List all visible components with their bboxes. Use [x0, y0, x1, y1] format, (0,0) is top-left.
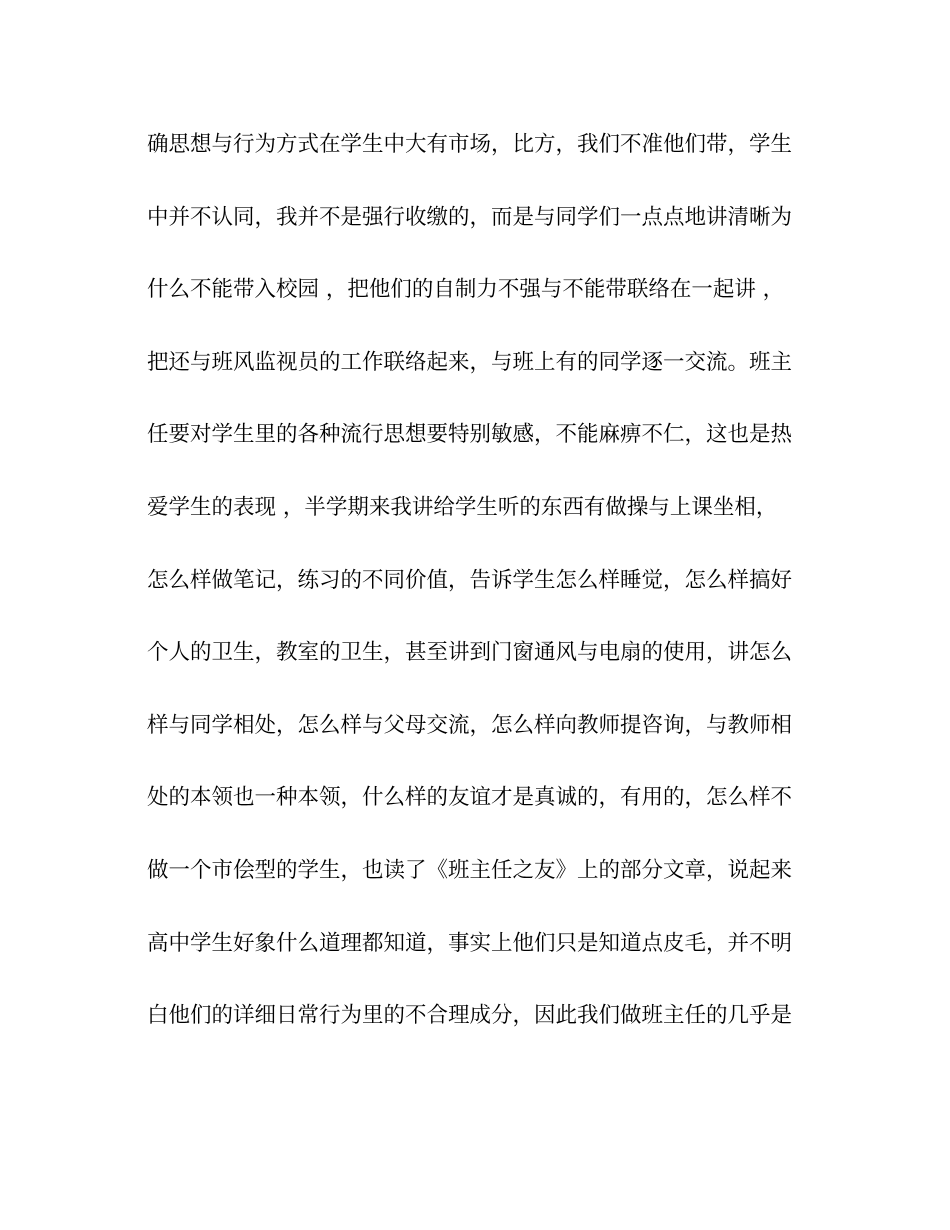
text-line: 做一个市侩型的学生，也读了《班主任之友》上的部分文章，说起来 [147, 857, 793, 883]
text-line: 什么不能带入校园 ，把他们的自制力不强与不能带联络在一起讲 ， [147, 277, 785, 303]
body-text [147, 122, 807, 1066]
text-line: 把还与班风监视员的工作联络起来，与班上有的同学逐一交流。班主 [147, 349, 793, 375]
text-line: 中并不认同，我并不是强行收缴的，而是与同学们一点点地讲清晰为 [147, 204, 793, 230]
text-line: 爱学生的表现 ，半学期来我讲给学生听的东西有做操与上课坐相， [147, 494, 778, 520]
text-line: 个人的卫生，教室的卫生，甚至讲到门窗通风与电扇的使用，讲怎么 [147, 640, 793, 666]
text-line: 高中学生好象什么道理都知道，事实上他们只是知道点皮毛，并不明 [147, 930, 793, 956]
text-line: 处的本领也一种本领，什么样的友谊才是真诚的，有用的，怎么样不 [147, 785, 793, 811]
text-line: 样与同学相处，怎么样与父母交流，怎么样向教师提咨询，与教师相 [147, 712, 793, 738]
text-line: 确思想与行为方式在学生中大有市场，比方，我们不准他们带，学生 [147, 132, 793, 157]
text-line: 白他们的详细日常行为里的不合理成分，因此我们做班主任的几乎是 [147, 1003, 793, 1029]
text-line: 任要对学生里的各种流行思想要特别敏感，不能麻痹不仁，这也是热 [147, 422, 793, 448]
text-line: 怎么样做笔记，练习的不同价值，告诉学生怎么样睡觉，怎么样搞好 [147, 567, 793, 593]
